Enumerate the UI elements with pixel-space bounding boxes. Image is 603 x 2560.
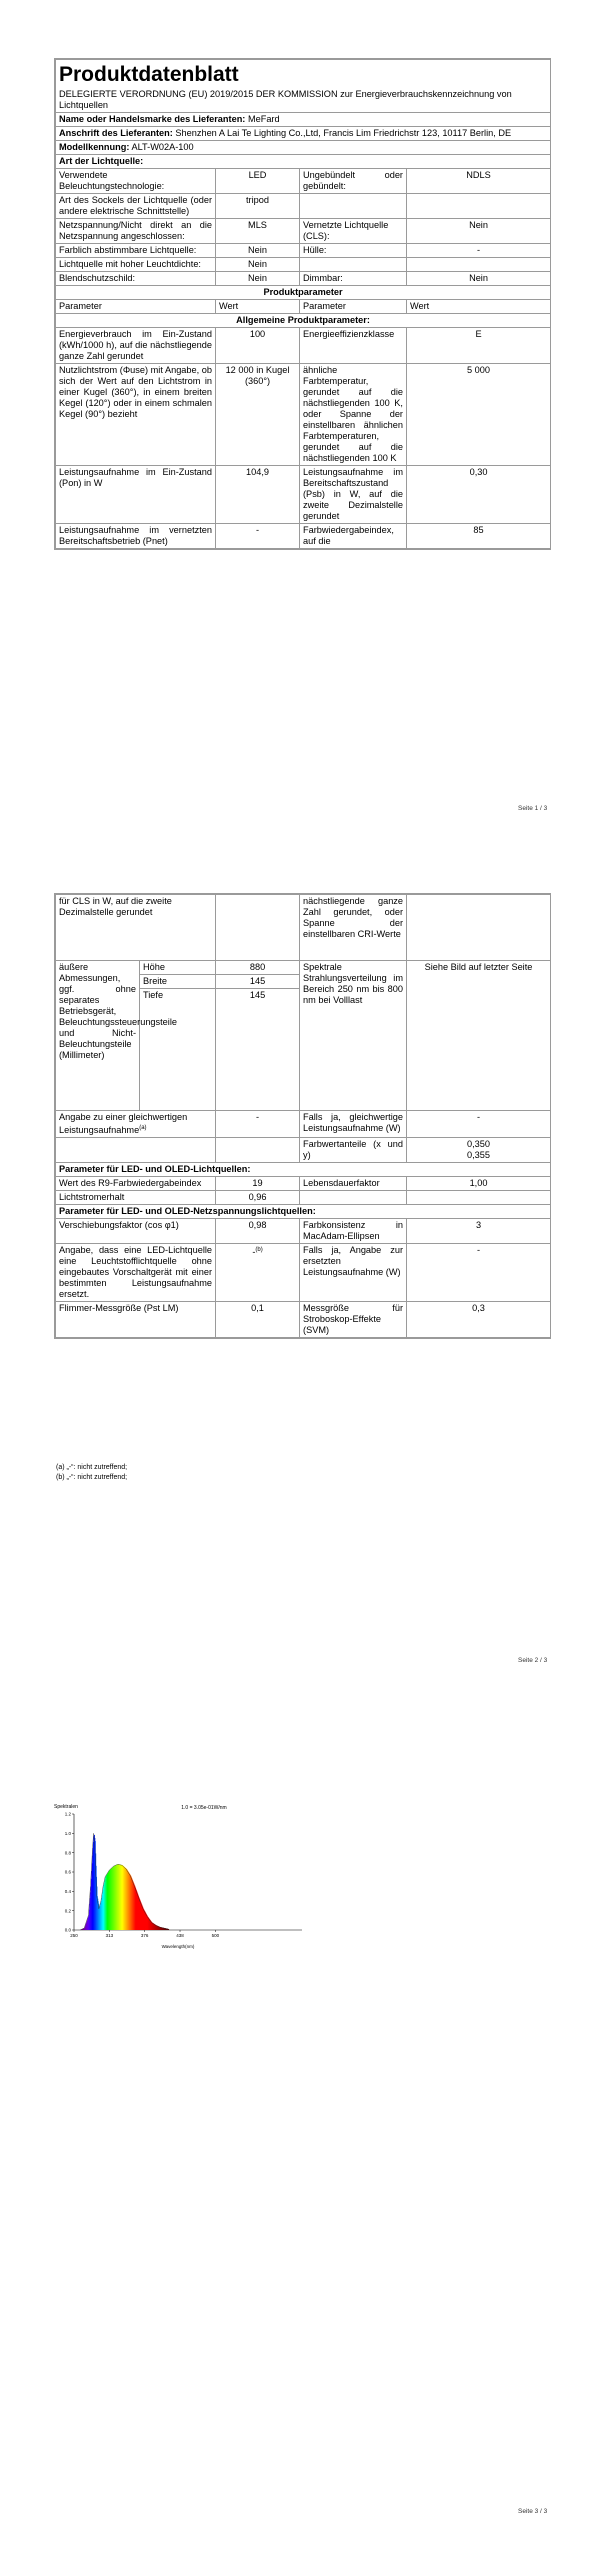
cell-value: E bbox=[407, 328, 551, 364]
cell-label: Farbwiedergabeindex, auf die bbox=[300, 524, 407, 549]
chroma-values bbox=[407, 1138, 551, 1163]
cell-value: 0,30 bbox=[407, 466, 551, 524]
table-row bbox=[56, 1111, 551, 1138]
supplier-address-row bbox=[56, 127, 551, 141]
dim-name: Tiefe bbox=[140, 989, 216, 1111]
table-row bbox=[56, 258, 551, 272]
table-row bbox=[56, 466, 551, 524]
cell-value: tripod bbox=[216, 194, 300, 219]
chart-y-tick-label: 0.8 bbox=[64, 1850, 71, 1856]
table-row bbox=[56, 1138, 551, 1163]
cell-label: Lichtstromerhalt bbox=[56, 1191, 216, 1205]
cell-empty bbox=[216, 1138, 300, 1163]
cell-label: Lichtquelle mit hoher Leuchtdichte: bbox=[56, 258, 216, 272]
cell-value bbox=[407, 194, 551, 219]
cell-value: - bbox=[407, 244, 551, 258]
cell-label: Verwendete Beleuchtungstechnologie: bbox=[56, 169, 216, 194]
table-row bbox=[56, 1244, 551, 1302]
cell-label: Leistungsaufnahme im Bereitschaftszustand (Psb) in W, auf die zweite Dezimalstelle gerundet bbox=[300, 466, 407, 524]
supplier-name-value: MeFard bbox=[247, 114, 280, 124]
cell-empty bbox=[407, 1191, 551, 1205]
cell-value: 104,9 bbox=[216, 466, 300, 524]
cell-label: Leistungsaufnahme im Ein-Zustand (Pon) in W bbox=[56, 466, 216, 524]
cell-value: 0,96 bbox=[216, 1191, 300, 1205]
cell-value: 12 000 in Kugel (360°) bbox=[216, 364, 300, 466]
chart-title: 1.0 = 3.05e-01W/nm bbox=[181, 1805, 227, 1811]
table-header-row bbox=[56, 300, 551, 314]
spectral-label: Spektrale Strahlungsverteilung im Bereich 250 nm bis 800 nm bei Volllast bbox=[300, 961, 407, 1111]
cell-value: Nein bbox=[407, 272, 551, 286]
cell-label: Falls ja, gleichwertige Leistungsaufnahme (W) bbox=[300, 1111, 407, 1138]
cell-empty bbox=[300, 1191, 407, 1205]
supplier-name-label: Name oder Handelsmarke des Lieferanten: bbox=[59, 114, 246, 124]
table-row bbox=[56, 895, 551, 961]
cell-value: NDLS bbox=[407, 169, 551, 194]
cell-value: 5 000 bbox=[407, 364, 551, 466]
col-header-param: Parameter bbox=[300, 300, 407, 314]
cell-label: Farbwertanteile (x und y) bbox=[300, 1138, 407, 1163]
general-params-heading: Allgemeine Produktparameter: bbox=[56, 314, 551, 328]
cell-value: LED bbox=[216, 169, 300, 194]
table-row bbox=[56, 194, 551, 219]
dim-value: 145 bbox=[216, 975, 300, 989]
cell-value: - bbox=[407, 1244, 551, 1302]
cell-label: Vernetzte Lichtquelle (CLS): bbox=[300, 219, 407, 244]
table-row bbox=[56, 169, 551, 194]
page-1-sheet bbox=[54, 58, 551, 550]
dim-name: Höhe bbox=[140, 961, 216, 975]
led-params-heading: Parameter für LED- und OLED-Lichtquellen: bbox=[56, 1163, 551, 1177]
cell-empty bbox=[56, 1138, 216, 1163]
cell-label: Farblich abstimmbare Lichtquelle: bbox=[56, 244, 216, 258]
spectrum-band bbox=[168, 1929, 169, 1930]
page-2-sheet bbox=[54, 893, 551, 1339]
cell-value bbox=[407, 895, 551, 961]
cell-value: 1,00 bbox=[407, 1177, 551, 1191]
supplier-name-row bbox=[56, 113, 551, 127]
footnote-ref: (a) bbox=[139, 1125, 147, 1131]
page-number-2: Seite 2 / 3 bbox=[518, 1657, 548, 1664]
chart-y-tick-label: 0.4 bbox=[64, 1888, 71, 1894]
footnote-ref: (b) bbox=[255, 1247, 263, 1254]
cell-value: 19 bbox=[216, 1177, 300, 1191]
supplier-address-value: Shenzhen A Lai Te Lighting Co.,Ltd, Francis Lim Friedrichstr 123, 10117 Berlin, DE bbox=[175, 128, 512, 138]
chart-x-tick-label: 376 bbox=[140, 1933, 149, 1938]
cell-label: Netzspannung/Nicht direkt an die Netzspannung angeschlossen: bbox=[56, 219, 216, 244]
cell-label: Ungebündelt oder gebündelt: bbox=[300, 169, 407, 194]
spectral-value: Siehe Bild auf letzter Seite bbox=[407, 961, 551, 1111]
chart-x-tick-label: 500 bbox=[211, 1933, 220, 1938]
cell-label: Dimmbar: bbox=[300, 272, 407, 286]
cell-value: Nein bbox=[216, 272, 300, 286]
cell-value: MLS bbox=[216, 219, 300, 244]
spectrum-chart bbox=[54, 1800, 314, 1950]
cell-label: Wert des R9-Farbwiedergabeindex bbox=[56, 1177, 216, 1191]
cell-label: Hülle: bbox=[300, 244, 407, 258]
cell-label: Nutzlichtstrom (Φuse) mit Angabe, ob sich der Wert auf den Lichtstrom in einer Kugel (360°), in einem breiten Kegel (120°) oder in einem schmalen Kegel (90°) bezieht bbox=[56, 364, 216, 466]
replace-value bbox=[216, 1244, 300, 1302]
model-value: ALT-W02A-100 bbox=[131, 142, 194, 152]
cell-label: Falls ja, Angabe zur ersetzten Leistungsaufnahme (W) bbox=[300, 1244, 407, 1302]
chart-y-tick-label: 0.2 bbox=[64, 1908, 71, 1914]
product-params-heading: Produktparameter bbox=[56, 286, 551, 300]
cell-label: Energieverbrauch im Ein-Zustand (kWh/1000 h), auf die nächstliegende ganze Zahl gerundet bbox=[56, 328, 216, 364]
model-row bbox=[56, 141, 551, 155]
chart-x-tick-label: 438 bbox=[176, 1933, 184, 1938]
cell-label: Flimmer-Messgröße (Pst LM) bbox=[56, 1302, 216, 1338]
page-title: Produktdatenblatt bbox=[56, 60, 551, 89]
table-row bbox=[56, 1177, 551, 1191]
table-row bbox=[56, 219, 551, 244]
cell-value: Nein bbox=[216, 258, 300, 272]
model-label: Modellkennung: bbox=[59, 142, 130, 152]
dimensions-label: äußere Abmessungen, ggf. ohne separates Betriebsgerät, Beleuchtungssteuerungsteile und Nicht-Beleuchtungsteile (Millimeter) bbox=[56, 961, 140, 1111]
cell-label: nächstliegende ganze Zahl gerundet, oder Spanne der einstellbaren CRI-Werte bbox=[300, 895, 407, 961]
cell-label: Energieeffizienzklasse bbox=[300, 328, 407, 364]
footnote-a: (a) „-“: nicht zutreffend; bbox=[56, 1464, 128, 1471]
chart-y-tick-label: 0.0 bbox=[64, 1927, 71, 1933]
cell-value: 0,98 bbox=[216, 1219, 300, 1244]
cell-label: Farbkonsistenz in MacAdam-Ellipsen bbox=[300, 1219, 407, 1244]
table-row bbox=[56, 961, 551, 975]
chroma-y: 0,355 bbox=[467, 1150, 491, 1161]
page-number-1: Seite 1 / 3 bbox=[518, 805, 548, 812]
chart-plot-area bbox=[65, 1812, 302, 1938]
cell-label: Leistungsaufnahme im vernetzten Bereitschaftsbetrieb (Pnet) bbox=[56, 524, 216, 549]
table-row bbox=[56, 1302, 551, 1338]
page-number-3: Seite 3 / 3 bbox=[518, 2508, 548, 2515]
dim-name: Breite bbox=[140, 975, 216, 989]
cell-value: 3 bbox=[407, 1219, 551, 1244]
chart-xlabel: Wavelength(nm) bbox=[161, 1944, 195, 1949]
footnote-b: (b) „-“: nicht zutreffend; bbox=[56, 1474, 128, 1481]
equiv-label bbox=[56, 1111, 216, 1138]
cell-value: Nein bbox=[216, 244, 300, 258]
cell-value: 85 bbox=[407, 524, 551, 549]
table-row bbox=[56, 272, 551, 286]
cell-label: Angabe, dass eine LED-Lichtquelle eine Leuchtstofflichtquelle ohne eingebautes Vorschaltgerät mit einer bestimmten Leistungsaufnahme ersetzt. bbox=[56, 1244, 216, 1302]
chart-y-tick-label: 1.0 bbox=[64, 1830, 71, 1836]
cell-label: ähnliche Farbtemperatur, gerundet auf die nächstliegenden 100 K, oder Spanne der einstellbaren ähnlichen Farbtemperaturen, gerundet auf die nächstliegenden 100 K bbox=[300, 364, 407, 466]
equiv-label-text: Angabe zu einer gleichwertigen Leistungsaufnahme bbox=[59, 1112, 188, 1136]
col-header-param: Parameter bbox=[56, 300, 216, 314]
source-type-heading: Art der Lichtquelle: bbox=[56, 155, 551, 169]
table-row bbox=[56, 364, 551, 466]
table-row bbox=[56, 244, 551, 258]
cell-value bbox=[407, 258, 551, 272]
cell-label: Messgröße für Stroboskop-Effekte (SVM) bbox=[300, 1302, 407, 1338]
cell-value: - bbox=[216, 1111, 300, 1138]
cell-label: Art des Sockels der Lichtquelle (oder andere elektrische Schnittstelle) bbox=[56, 194, 216, 219]
cell-value: 0,3 bbox=[407, 1302, 551, 1338]
footnotes bbox=[56, 1463, 127, 1483]
col-header-value: Wert bbox=[407, 300, 551, 314]
cell-value: 0,1 bbox=[216, 1302, 300, 1338]
cell-label: Blendschutzschild: bbox=[56, 272, 216, 286]
cell-label: für CLS in W, auf die zweite Dezimalstelle gerundet bbox=[56, 895, 216, 961]
cell-value: - bbox=[407, 1111, 551, 1138]
chart-y-tick-label: 1.2 bbox=[64, 1811, 71, 1817]
dim-value: 880 bbox=[216, 961, 300, 975]
datasheet-table-2 bbox=[55, 894, 551, 1338]
cell-value bbox=[216, 895, 300, 961]
chart-y-tick-label: 0.6 bbox=[64, 1869, 71, 1875]
chart-x-tick-label: 313 bbox=[105, 1933, 114, 1938]
cell-value: 100 bbox=[216, 328, 300, 364]
table-row bbox=[56, 1191, 551, 1205]
cell-label: Verschiebungsfaktor (cos φ1) bbox=[56, 1219, 216, 1244]
regulation-text: DELEGIERTE VERORDNUNG (EU) 2019/2015 DER KOMMISSION zur Energieverbrauchskennzeichnung von Lichtquellen bbox=[56, 88, 551, 113]
chart-ylabel: Spektralen bbox=[54, 1804, 78, 1810]
chroma-x: 0,350 bbox=[467, 1139, 491, 1150]
table-row bbox=[56, 328, 551, 364]
table-row bbox=[56, 524, 551, 549]
dim-value: 145 bbox=[216, 989, 300, 1111]
supplier-address-label: Anschrift des Lieferanten: bbox=[59, 128, 173, 138]
col-header-value: Wert bbox=[216, 300, 300, 314]
datasheet-table-1 bbox=[55, 59, 551, 549]
replace-value-text: - bbox=[252, 1247, 256, 1258]
mains-params-heading: Parameter für LED- und OLED-Netzspannungslichtquellen: bbox=[56, 1205, 551, 1219]
cell-value: Nein bbox=[407, 219, 551, 244]
cell-label bbox=[300, 194, 407, 219]
cell-label: Lebensdauerfaktor bbox=[300, 1177, 407, 1191]
cell-value: - bbox=[216, 524, 300, 549]
table-row bbox=[56, 1219, 551, 1244]
cell-label bbox=[300, 258, 407, 272]
chart-x-tick-label: 250 bbox=[70, 1933, 78, 1938]
